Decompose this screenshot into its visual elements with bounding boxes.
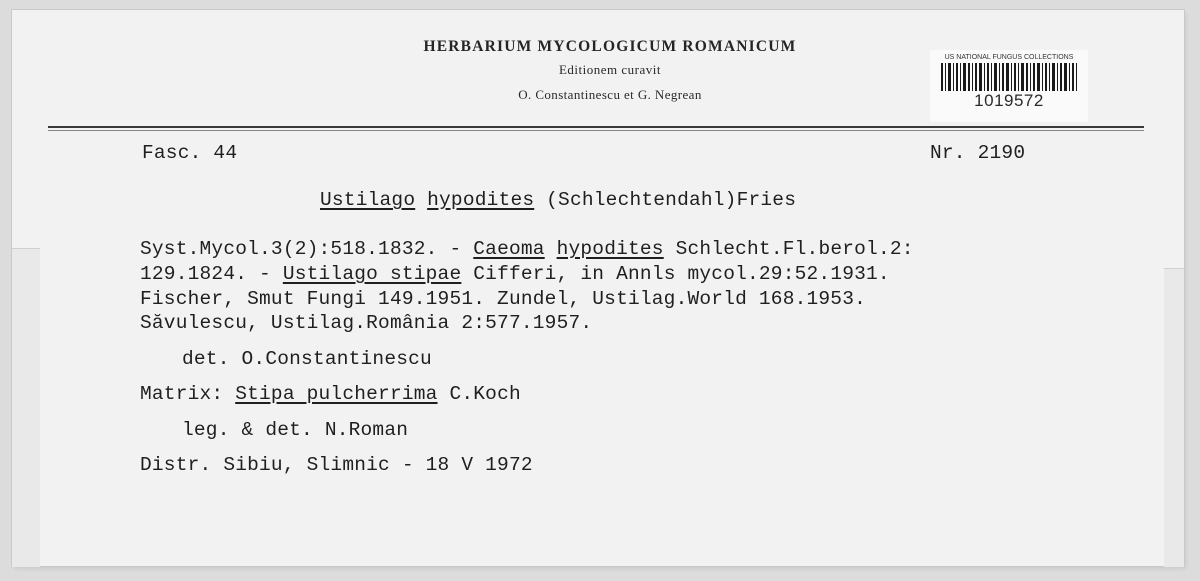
taxon-genus: Ustilago: [320, 189, 416, 211]
header-divider: [48, 126, 1144, 128]
citation-line-4: Săvulescu, Ustilag.România 2:577.1957.: [140, 312, 593, 334]
taxon-author: (Schlechtendahl)Fries: [546, 189, 797, 211]
collector: leg. & det. N.Roman: [182, 419, 409, 441]
barcode-tag: [930, 50, 1088, 122]
citation-text: Cifferi, in Annls mycol.29:52.1931.: [461, 263, 890, 285]
matrix-label: Matrix:: [140, 383, 236, 405]
basionym-species: hypodites: [556, 238, 664, 260]
herbarium-title: HERBARIUM MYCOLOGICUM ROMANICUM: [423, 38, 797, 55]
citation-text: Schlecht.Fl.berol.2:: [663, 238, 914, 260]
citation-line-3: Fischer, Smut Fungi 149.1951. Zundel, Ustilag.World 168.1953.: [140, 288, 867, 310]
determiner: det. O.Constantinescu: [182, 348, 432, 370]
editors-names: O. Constantinescu et G. Negrean: [518, 87, 702, 102]
synonym-name: Ustilago stipae: [282, 263, 462, 285]
editor-subtitle: Editionem curavit: [558, 62, 661, 77]
barcode-number: 1019572: [974, 91, 1044, 110]
taxon-name: [320, 189, 796, 211]
header-divider-thin: [48, 130, 1144, 131]
exsiccata-number: Nr. 2190: [930, 142, 1026, 164]
citation-text: 129.1824. -: [140, 263, 283, 285]
paper-fold-right: [1164, 268, 1184, 567]
paper-fold-left: [12, 248, 40, 567]
distribution: Distr. Sibiu, Slimnic - 18 V 1972: [140, 454, 533, 476]
label-header: [330, 38, 890, 103]
host-name: Stipa pulcherrima: [235, 383, 438, 405]
citation-line-1: [140, 238, 914, 260]
basionym-genus: Caeoma: [473, 238, 545, 260]
barcode-caption: US NATIONAL FUNGUS COLLECTIONS: [944, 54, 1074, 61]
host-author: C.Koch: [437, 383, 521, 405]
barcode-icon: [941, 63, 1077, 91]
matrix-line: [140, 383, 521, 405]
fascicle-number: Fasc. 44: [142, 142, 238, 164]
citation-line-2: [140, 263, 890, 285]
citation-text: Syst.Mycol.3(2):518.1832. -: [140, 238, 474, 260]
taxon-species: hypodites: [427, 189, 535, 211]
